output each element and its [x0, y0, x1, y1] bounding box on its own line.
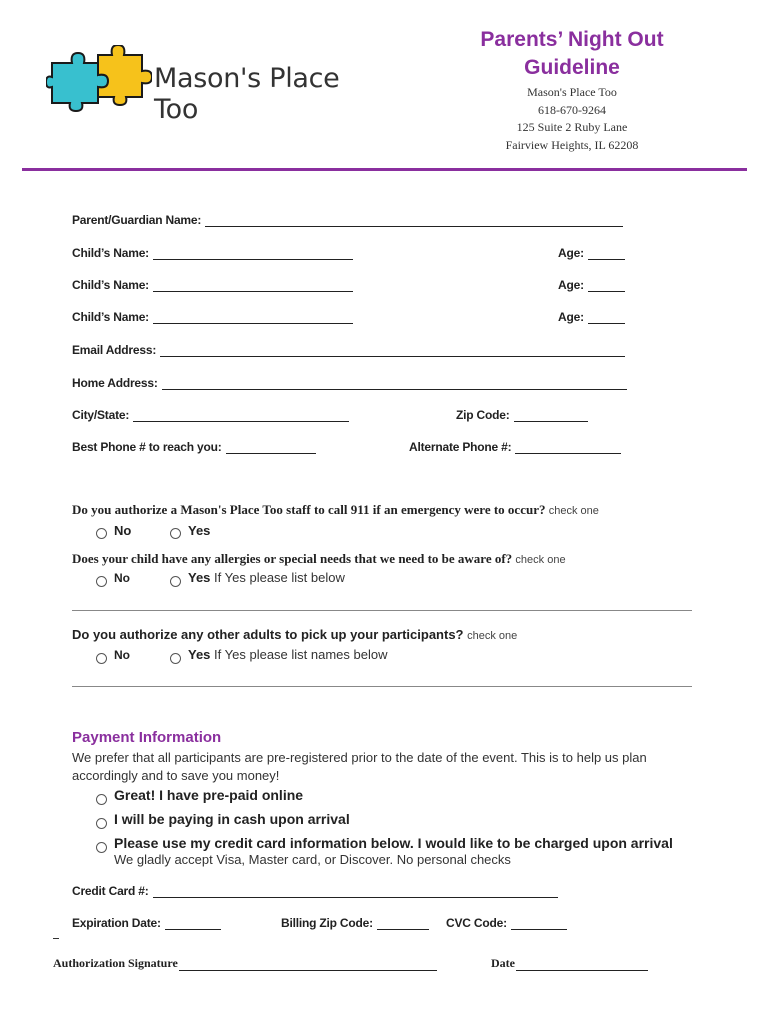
allergies-no-radio[interactable] — [96, 576, 107, 587]
cvc-code-line[interactable] — [511, 918, 567, 930]
alternate-phone-label: Alternate Phone #: — [409, 440, 512, 454]
cvc-code-label: CVC Code: — [446, 916, 507, 930]
city-state-line[interactable] — [133, 410, 349, 422]
credit-card-number-line[interactable] — [153, 886, 558, 898]
authorization-signature-line[interactable] — [179, 960, 437, 971]
best-phone-field[interactable] — [72, 440, 316, 454]
child-name-field-3[interactable] — [72, 310, 353, 324]
authorization-signature-label: Authorization Signature — [53, 956, 178, 970]
zip-code-label: Zip Code: — [456, 408, 510, 422]
expiration-date-field[interactable] — [72, 916, 221, 930]
credit-card-number-label: Credit Card #: — [72, 884, 149, 898]
prepaid-option-label: Great! I have pre-paid online — [114, 787, 304, 803]
payment-section-title: Payment Information — [72, 729, 222, 746]
accepted-cards-note: We gladly accept Visa, Master card, or Discover. No personal checks — [114, 852, 511, 867]
payment-description: We prefer that all participants are pre-registered prior to the date of the event. This is to help us plan accordingly and to save you money! — [72, 750, 647, 783]
age-label: Age: — [558, 310, 584, 324]
child-age-field-3[interactable] — [558, 310, 625, 324]
puzzle-logo-icon — [46, 45, 152, 115]
guardian-name-label: Parent/Guardian Name: — [72, 213, 202, 227]
logo-wordmark: Mason's Place Too — [154, 63, 340, 125]
allergies-yes-radio[interactable] — [170, 576, 181, 587]
emergency-no-radio[interactable] — [96, 528, 107, 539]
expiration-date-label: Expiration Date: — [72, 916, 161, 930]
pickup-no-radio[interactable] — [96, 653, 107, 664]
age-line[interactable] — [588, 280, 625, 292]
age-line[interactable] — [588, 248, 625, 260]
child-age-field-2[interactable] — [558, 278, 625, 292]
title-line-2: Guideline — [524, 56, 620, 79]
contact-address — [460, 84, 684, 154]
cvc-code-field[interactable] — [446, 916, 567, 930]
allergies-yes-option — [188, 570, 345, 585]
billing-zip-line[interactable] — [377, 918, 429, 930]
child-name-label: Child’s Name: — [72, 278, 149, 292]
allergies-no-label: No — [114, 571, 130, 585]
credit-card-number-field[interactable] — [72, 884, 558, 898]
home-address-line[interactable] — [162, 378, 627, 390]
allergies-yes-instructions: If Yes please list below — [214, 570, 345, 585]
pickup-question — [72, 627, 517, 642]
cash-radio[interactable] — [96, 818, 107, 829]
age-label: Age: — [558, 278, 584, 292]
margin-mark — [53, 938, 59, 939]
check-one-hint: check one — [515, 554, 566, 566]
emergency-yes-radio[interactable] — [170, 528, 181, 539]
credit-card-option-label: Please use my credit card information below. I would like to be charged upon arrival — [114, 835, 673, 851]
best-phone-label: Best Phone # to reach you: — [72, 440, 222, 454]
zip-code-field[interactable] — [456, 408, 588, 422]
title-line-1: Parents’ Night Out — [480, 28, 664, 51]
allergies-answer-line[interactable] — [72, 610, 692, 611]
company-logo — [46, 45, 366, 125]
allergies-yes-label: Yes — [188, 570, 211, 585]
expiration-date-line[interactable] — [165, 918, 221, 930]
city-state-label: City/State: — [72, 408, 130, 422]
child-name-field-2[interactable] — [72, 278, 353, 292]
signature-date-label: Date — [491, 956, 515, 970]
zip-code-line[interactable] — [514, 410, 588, 422]
address-line: 125 Suite 2 Ruby Lane — [516, 120, 628, 134]
check-one-hint: check one — [548, 505, 599, 517]
signature-date-field[interactable] — [491, 956, 648, 971]
guardian-name-field[interactable] — [72, 213, 623, 227]
home-address-field[interactable] — [72, 376, 627, 390]
emergency-question — [72, 502, 599, 518]
credit-card-radio[interactable] — [96, 842, 107, 853]
pickup-yes-radio[interactable] — [170, 653, 181, 664]
address-line: Fairview Heights, IL 62208 — [505, 137, 639, 152]
emergency-yes-label: Yes — [188, 523, 211, 538]
billing-zip-field[interactable] — [281, 916, 429, 930]
emergency-question-text: Do you authorize a Mason's Place Too staff to call 911 if an emergency were to occur? — [72, 502, 546, 517]
address-line: Mason's Place Too — [527, 85, 617, 99]
allergies-question — [72, 551, 566, 567]
home-address-label: Home Address: — [72, 376, 158, 390]
pickup-yes-instructions: If Yes please list names below — [214, 647, 388, 662]
allergies-question-text: Does your child have any allergies or special needs that we need to be aware of? — [72, 551, 513, 566]
signature-date-line[interactable] — [516, 960, 648, 971]
header-divider — [22, 168, 747, 171]
billing-zip-label: Billing Zip Code: — [281, 916, 373, 930]
page-title — [460, 26, 684, 82]
best-phone-line[interactable] — [226, 442, 316, 454]
child-name-line[interactable] — [153, 312, 353, 324]
child-name-line[interactable] — [153, 280, 353, 292]
prepaid-radio[interactable] — [96, 794, 107, 805]
alternate-phone-field[interactable] — [409, 440, 621, 454]
age-label: Age: — [558, 246, 584, 260]
pickup-question-text: Do you authorize any other adults to pick up your participants? — [72, 627, 464, 642]
pickup-no-label: No — [114, 648, 130, 662]
child-name-label: Child’s Name: — [72, 246, 149, 260]
child-age-field-1[interactable] — [558, 246, 625, 260]
guardian-name-line[interactable] — [205, 215, 623, 227]
email-line[interactable] — [160, 345, 625, 357]
child-name-line[interactable] — [153, 248, 353, 260]
child-name-field-1[interactable] — [72, 246, 353, 260]
authorization-signature-field[interactable] — [53, 956, 437, 971]
check-one-hint: check one — [467, 630, 518, 642]
pickup-answer-line[interactable] — [72, 686, 692, 687]
cash-option-label: I will be paying in cash upon arrival — [114, 811, 350, 827]
email-label: Email Address: — [72, 343, 157, 357]
email-field[interactable] — [72, 343, 625, 357]
alternate-phone-line[interactable] — [515, 442, 621, 454]
city-state-field[interactable] — [72, 408, 349, 422]
address-phone: 618-670-9264 — [538, 102, 606, 117]
emergency-no-label: No — [114, 523, 132, 538]
pickup-yes-option — [188, 647, 387, 662]
child-name-label: Child’s Name: — [72, 310, 149, 324]
pickup-yes-label: Yes — [188, 647, 211, 662]
age-line[interactable] — [588, 312, 625, 324]
